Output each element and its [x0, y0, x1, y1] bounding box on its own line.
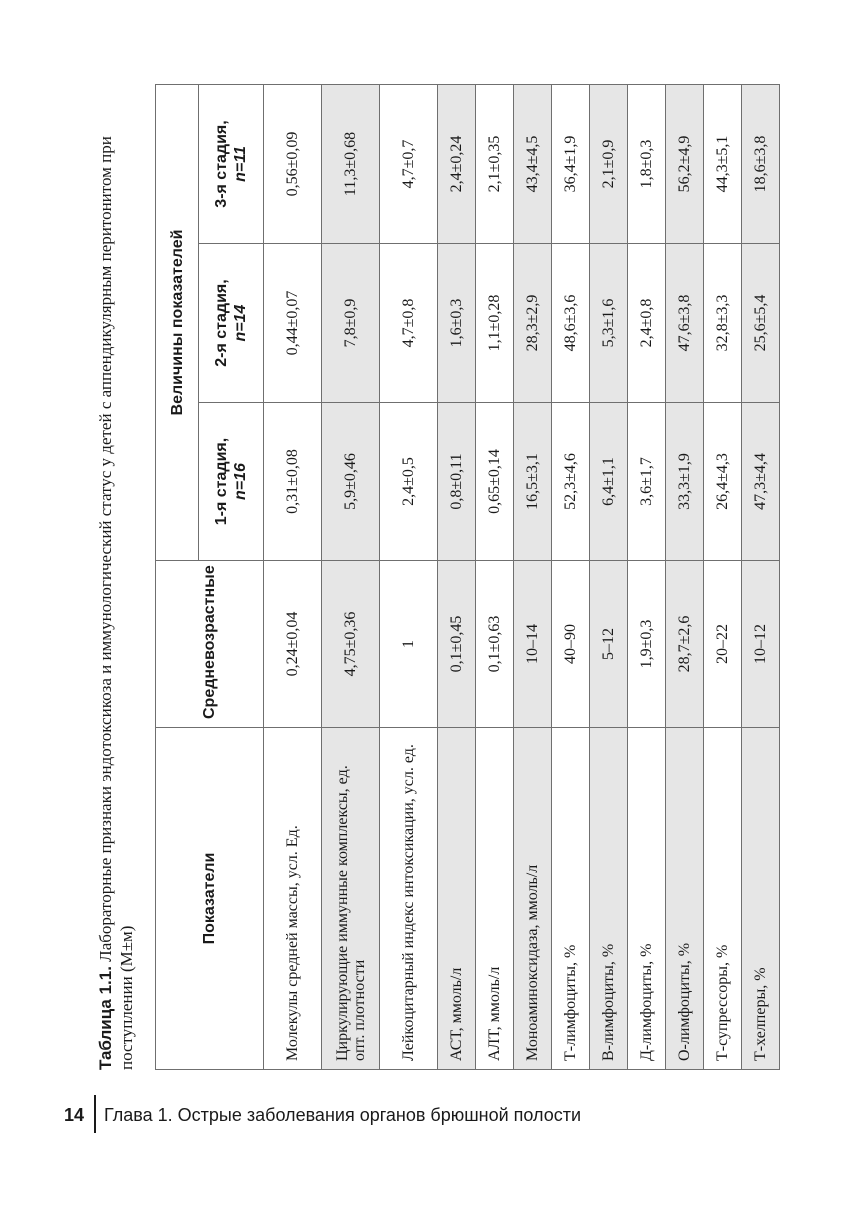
table-row	[590, 84, 628, 1069]
header-norm: Средневозрастные	[156, 561, 264, 728]
row-name: Моноаминоксидаза, ммоль/л	[514, 728, 552, 1070]
row-stage-3: 11,3±0,68	[322, 84, 380, 243]
row-name: Молекулы средней массы, усл. Ед.	[264, 728, 322, 1070]
row-stage-1: 52,3±4,6	[552, 403, 590, 561]
row-stage-2: 5,3±1,6	[590, 244, 628, 403]
caption-text: Лабораторные признаки эндотоксикоза и иммунологический статус у детей с аппендикулярным перитонитом при поступлении (M±м)	[96, 136, 136, 1070]
row-stage-3: 36,4±1,9	[552, 84, 590, 243]
header-stage-3	[199, 84, 264, 243]
chapter-title: Глава 1. Острые заболевания органов брюшной полости	[104, 1104, 582, 1125]
row-stage-1: 0,65±0,14	[476, 403, 514, 561]
row-norm: 0,1±0,45	[438, 561, 476, 728]
table-row	[628, 84, 666, 1069]
row-stage-3: 1,8±0,3	[628, 84, 666, 243]
row-stage-1: 3,6±1,7	[628, 403, 666, 561]
table-row	[742, 84, 780, 1069]
row-stage-2: 47,6±3,8	[666, 244, 704, 403]
row-stage-1: 6,4±1,1	[590, 403, 628, 561]
row-stage-3: 44,3±5,1	[704, 84, 742, 243]
row-stage-1: 16,5±3,1	[514, 403, 552, 561]
table-caption	[95, 85, 137, 1070]
row-name: В-лимфоциты, %	[590, 728, 628, 1070]
row-norm: 0,24±0,04	[264, 561, 322, 728]
row-stage-2: 32,8±3,3	[704, 244, 742, 403]
row-norm: 4,75±0,36	[322, 561, 380, 728]
row-norm: 20–22	[704, 561, 742, 728]
row-stage-3: 2,1±0,9	[590, 84, 628, 243]
row-name: Т-лимфоциты, %	[552, 728, 590, 1070]
row-stage-2: 48,6±3,6	[552, 244, 590, 403]
row-norm: 40–90	[552, 561, 590, 728]
footer-divider	[94, 1095, 96, 1133]
table-row	[704, 84, 742, 1069]
row-name: Т-хелперы, %	[742, 728, 780, 1070]
stage-2-label: 2-я стадия,	[213, 279, 230, 367]
stage-3-n: n=11	[232, 146, 249, 182]
table-row	[552, 84, 590, 1069]
row-stage-2: 1,6±0,3	[438, 244, 476, 403]
table-row	[380, 84, 438, 1069]
table-row	[322, 84, 380, 1069]
caption-label: Таблица 1.1.	[96, 966, 115, 1070]
row-stage-2: 0,44±0,07	[264, 244, 322, 403]
stage-3-label: 3-я стадия,	[213, 120, 230, 208]
row-norm: 1	[380, 561, 438, 728]
row-stage-1: 33,3±1,9	[666, 403, 704, 561]
row-norm: 5–12	[590, 561, 628, 728]
row-stage-3: 0,56±0,09	[264, 84, 322, 243]
header-indicator: Показатели	[156, 728, 264, 1070]
header-group: Величины показателей	[156, 84, 199, 560]
row-name: АСТ, ммоль/л	[438, 728, 476, 1070]
stage-2-n: n=14	[232, 304, 249, 342]
row-stage-2: 2,4±0,8	[628, 244, 666, 403]
row-name: О-лимфоциты, %	[666, 728, 704, 1070]
header-stage-1	[199, 403, 264, 561]
stage-1-label: 1-я стадия,	[213, 437, 230, 526]
row-norm: 0,1±0,63	[476, 561, 514, 728]
row-stage-3: 2,1±0,35	[476, 84, 514, 243]
row-stage-3: 2,4±0,24	[438, 84, 476, 243]
table-row	[666, 84, 704, 1069]
row-stage-3: 4,7±0,7	[380, 84, 438, 243]
row-stage-1: 0,8±0,11	[438, 403, 476, 561]
table-row	[514, 84, 552, 1069]
row-stage-3: 56,2±4,9	[666, 84, 704, 243]
table-row	[264, 84, 322, 1069]
row-stage-1: 2,4±0,5	[380, 403, 438, 561]
row-name: Циркулирующие иммунные комплексы, ед. опт. плотности	[322, 728, 380, 1070]
page-number: 14	[64, 1104, 85, 1125]
stage-1-n: n=16	[232, 463, 249, 500]
row-stage-2: 25,6±5,4	[742, 244, 780, 403]
row-name: Д-лимфоциты, %	[628, 728, 666, 1070]
row-stage-1: 47,3±4,4	[742, 403, 780, 561]
row-stage-2: 1,1±0,28	[476, 244, 514, 403]
header-stage-2	[199, 244, 264, 403]
row-norm: 28,7±2,6	[666, 561, 704, 728]
row-stage-1: 26,4±4,3	[704, 403, 742, 561]
row-stage-2: 28,3±2,9	[514, 244, 552, 403]
rotated-page-content	[95, 85, 775, 1070]
row-name: Лейкоцитарный индекс интоксикации, усл. ед.	[380, 728, 438, 1070]
table-row	[438, 84, 476, 1069]
row-stage-1: 5,9±0,46	[322, 403, 380, 561]
row-stage-3: 43,4±4,5	[514, 84, 552, 243]
row-norm: 10–14	[514, 561, 552, 728]
table-row	[476, 84, 514, 1069]
page-footer	[64, 1097, 581, 1135]
row-stage-2: 4,7±0,8	[380, 244, 438, 403]
row-norm: 10–12	[742, 561, 780, 728]
results-table	[155, 84, 780, 1070]
row-name: АЛТ, ммоль/л	[476, 728, 514, 1070]
row-norm: 1,9±0,3	[628, 561, 666, 728]
row-stage-3: 18,6±3,8	[742, 84, 780, 243]
row-stage-1: 0,31±0,08	[264, 403, 322, 561]
row-name: Т-супрессоры, %	[704, 728, 742, 1070]
row-stage-2: 7,8±0,9	[322, 244, 380, 403]
